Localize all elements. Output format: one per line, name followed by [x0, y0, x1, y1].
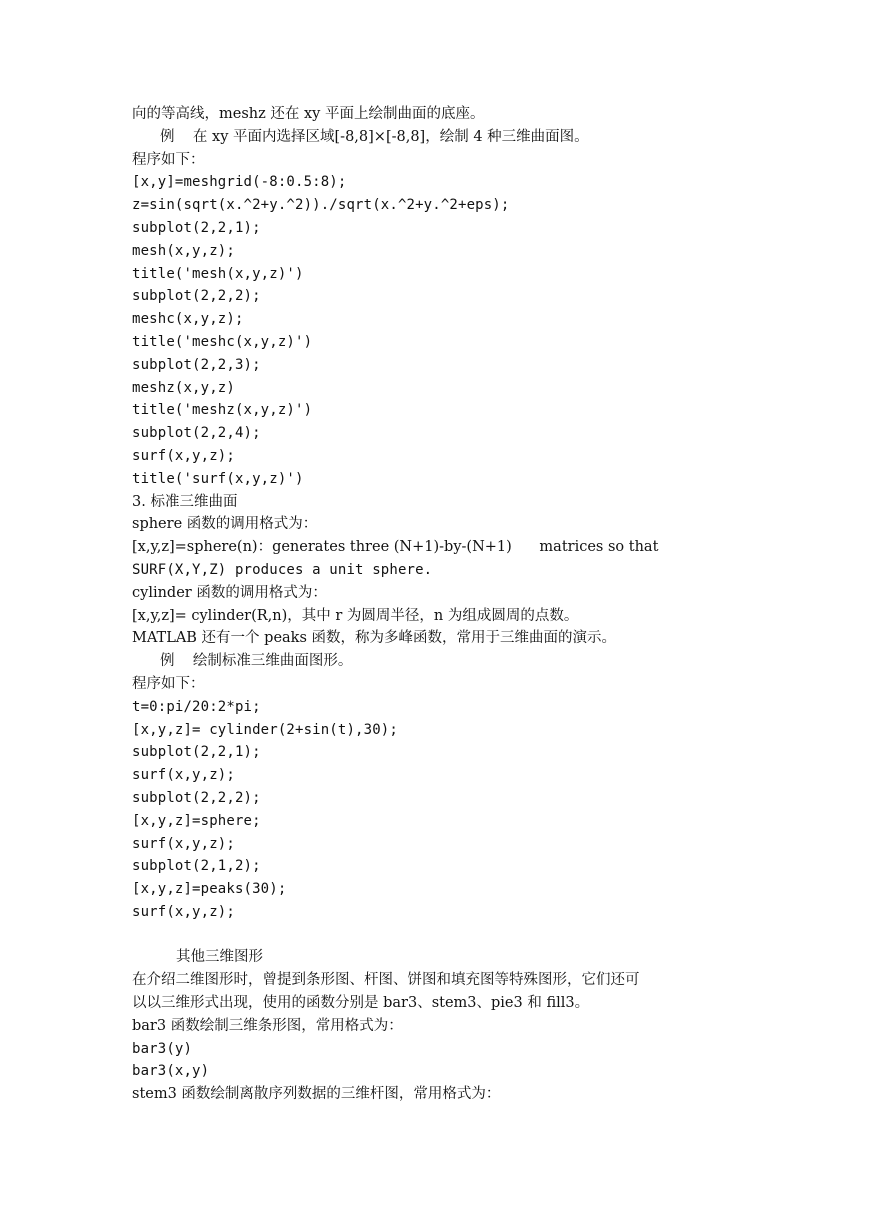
code-line: title('surf(x,y,z)') — [132, 470, 304, 487]
text-line: [x,y,z]= cylinder(R,n)，其中 r 为圆周半径，n 为组成圆周的点数。 — [132, 607, 579, 624]
code-line: subplot(2,2,2); — [132, 288, 261, 305]
code-line: title('meshz(x,y,z)') — [132, 402, 313, 419]
blank-line — [132, 924, 752, 947]
text-line: cylinder 函数的调用格式为： — [132, 584, 327, 601]
code-line: title('mesh(x,y,z)') — [132, 265, 304, 282]
code-line: surf(x,y,z); — [132, 447, 235, 464]
code-line: title('meshc(x,y,z)') — [132, 333, 313, 350]
code-line: bar3(y) — [132, 1040, 193, 1057]
document-body — [132, 103, 752, 1106]
code-line: surf(x,y,z); — [132, 835, 235, 852]
code-line: subplot(2,2,3); — [132, 356, 261, 373]
code-line: bar3(x,y) — [132, 1063, 210, 1080]
text-line: 在介绍二维图形时，曾提到条形图、杆图、饼图和填充图等特殊图形，它们还可 — [132, 972, 640, 989]
code-line: z=sin(sqrt(x.^2+y.^2))./sqrt(x.^2+y.^2+eps); — [132, 197, 510, 214]
code-line: [x,y,z]=sphere; — [132, 812, 261, 829]
text-line: MATLAB 还有一个 peaks 函数，称为多峰函数，常用于三维曲面的演示。 — [132, 630, 617, 647]
text-line: [x,y,z]=sphere(n)：generates three (N+1)-by-(N+1) matrices so that — [132, 539, 659, 556]
code-line: meshc(x,y,z); — [132, 311, 244, 328]
code-line: [x,y,z]= cylinder(2+sin(t),30); — [132, 721, 398, 738]
code-line: subplot(2,1,2); — [132, 858, 261, 875]
code-line: subplot(2,2,1); — [132, 744, 261, 761]
text-line: SURF(X,Y,Z) produces a unit sphere. — [132, 561, 433, 578]
section-heading: 其他三维图形 — [176, 949, 263, 966]
section-heading: 3. 标准三维曲面 — [132, 493, 238, 510]
code-line: surf(x,y,z); — [132, 767, 235, 784]
example-heading: 例 在 xy 平面内选择区域[-8,8]×[-8,8]，绘制 4 种三维曲面图。 — [160, 128, 589, 145]
code-line: [x,y]=meshgrid(-8:0.5:8); — [132, 174, 347, 191]
text-line: 程序如下： — [132, 675, 205, 692]
text-line: sphere 函数的调用格式为： — [132, 516, 318, 533]
code-line: subplot(2,2,1); — [132, 219, 261, 236]
code-line: t=0:pi/20:2*pi; — [132, 698, 261, 715]
code-line: subplot(2,2,4); — [132, 425, 261, 442]
text-line: bar3 函数绘制三维条形图，常用格式为： — [132, 1017, 403, 1034]
code-line: [x,y,z]=peaks(30); — [132, 881, 287, 898]
text-line: 以以三维形式出现，使用的函数分别是 bar3、stem3、pie3 和 fill3。 — [132, 995, 590, 1012]
code-line: mesh(x,y,z); — [132, 242, 235, 259]
text-line: 程序如下： — [132, 151, 205, 168]
code-line: subplot(2,2,2); — [132, 789, 261, 806]
text-line: 向的等高线，meshz 还在 xy 平面上绘制曲面的底座。 — [132, 106, 485, 122]
code-line: meshz(x,y,z) — [132, 379, 235, 396]
example-heading: 例 绘制标准三维曲面图形。 — [160, 653, 353, 670]
text-line: stem3 函数绘制离散序列数据的三维杆图，常用格式为： — [132, 1086, 501, 1103]
code-line: surf(x,y,z); — [132, 903, 235, 920]
